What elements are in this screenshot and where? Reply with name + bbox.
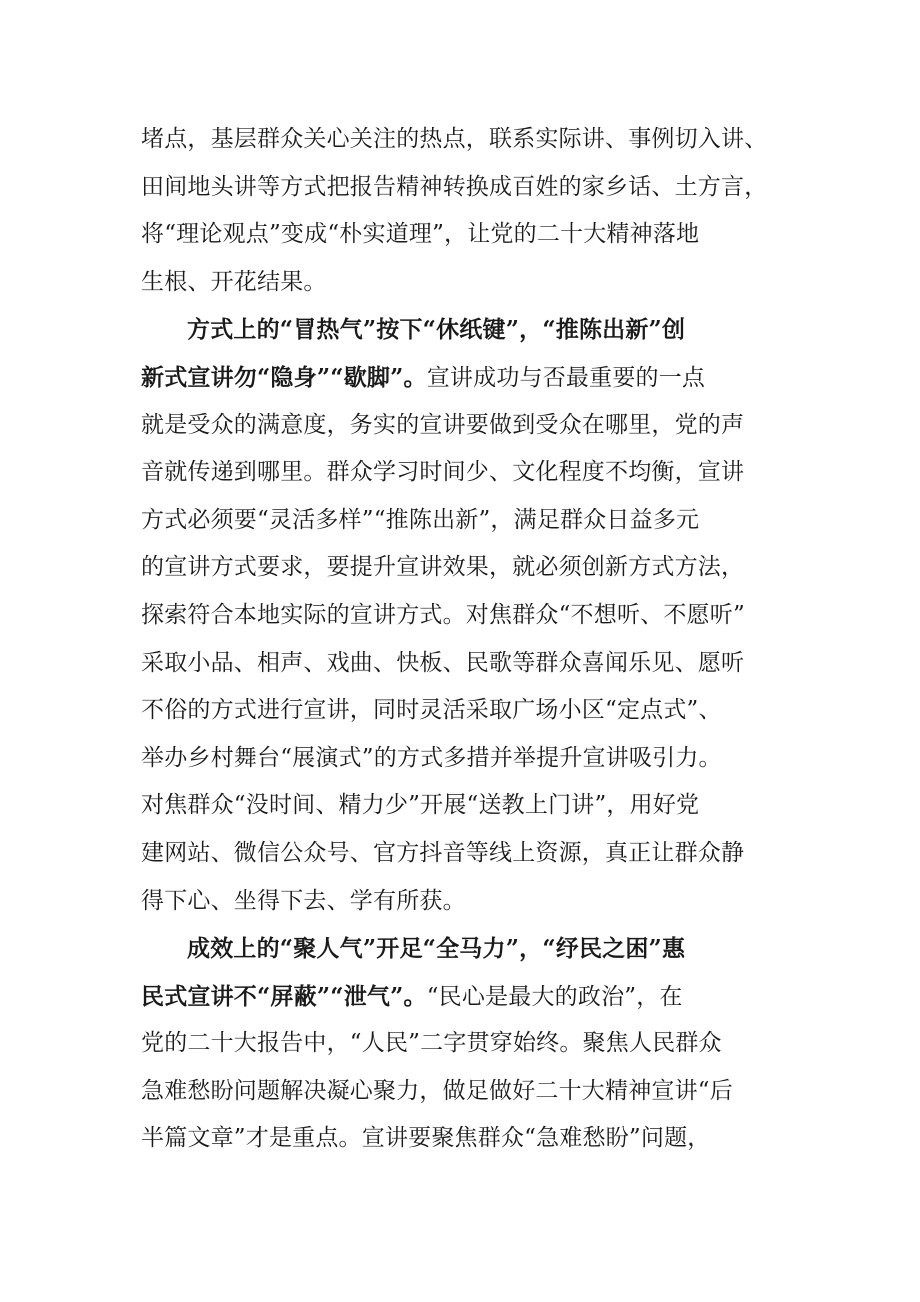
paragraph-text: 宣讲成功与否最重要的一点 [426, 364, 706, 391]
paragraph-line [141, 354, 791, 402]
paragraph-line: 得下心、坐得下去、学有所获。 [141, 887, 466, 914]
paragraph-line: 田间地头讲等方式把报告精神转换成百姓的家乡话、土方言， [141, 173, 768, 200]
paragraph-line: 举办乡村舞台“展演式”的方式多措并举提升宣讲吸引力。 [141, 744, 722, 771]
paragraph-line: 急难愁盼问题解决凝心聚力，做足做好二十大精神宣讲“后 [141, 1077, 733, 1104]
paragraph-1 [141, 116, 791, 306]
paragraph-heading-end: 民式宣讲不“屏蔽”“泄气”。 [141, 982, 427, 1010]
paragraph-line: 党的二十大报告中，“人民”二字贯穿始终。聚焦人民群众 [141, 1030, 722, 1057]
paragraph-line: 半篇文章”才是重点。宣讲要聚焦群众“急难愁盼”问题， [141, 1125, 711, 1152]
paragraph-heading: 成效上的“聚人气”开足“全马力”，“纾民之困”惠 [187, 935, 686, 963]
paragraph-line: 建网站、微信公众号、官方抖音等线上资源，真正让群众静 [141, 839, 745, 866]
paragraph-line: 采取小品、相声、戏曲、快板、民歌等群众喜闻乐见、愿听 [141, 649, 745, 676]
paragraph-line: 将“理论观点”变成“朴实道理”，让党的二十大精神落地 [141, 221, 700, 248]
paragraph-text: “民心是最大的政治”，在 [426, 983, 683, 1010]
paragraph-line: 的宣讲方式要求，要提升宣讲效果，就必须创新方式方法， [141, 554, 745, 581]
paragraph-heading-end: 新式宣讲勿“隐身”“歇脚”。 [141, 363, 427, 391]
paragraph-heading: 方式上的“冒热气”按下“休纸键”，“推陈出新”创 [187, 316, 686, 344]
paragraph-line: 对焦群众“没时间、精力少”开展“送教上门讲”，用好党 [141, 792, 700, 819]
paragraph-line [141, 973, 791, 1021]
paragraph-line: 不俗的方式进行宣讲，同时灵活采取广场小区“定点式”、 [141, 697, 722, 724]
paragraph-line: 生根、开花结果。 [141, 268, 327, 295]
paragraph-line: 就是受众的满意度，务实的宣讲要做到受众在哪里，党的声 [141, 411, 745, 438]
paragraph-line: 方式必须要“灵活多样”“推陈出新”，满足群众日益多元 [141, 506, 700, 533]
document-body [141, 116, 791, 1163]
paragraph-line: 探索符合本地实际的宣讲方式。对焦群众“不想听、不愿听” [141, 601, 745, 628]
paragraph-line: 音就传递到哪里。群众学习时间少、文化程度不均衡，宣讲 [141, 459, 745, 486]
paragraph-2 [141, 306, 791, 925]
paragraph-3 [141, 925, 791, 1163]
paragraph-line: 堵点，基层群众关心关注的热点，联系实际讲、事例切入讲、 [141, 126, 768, 152]
